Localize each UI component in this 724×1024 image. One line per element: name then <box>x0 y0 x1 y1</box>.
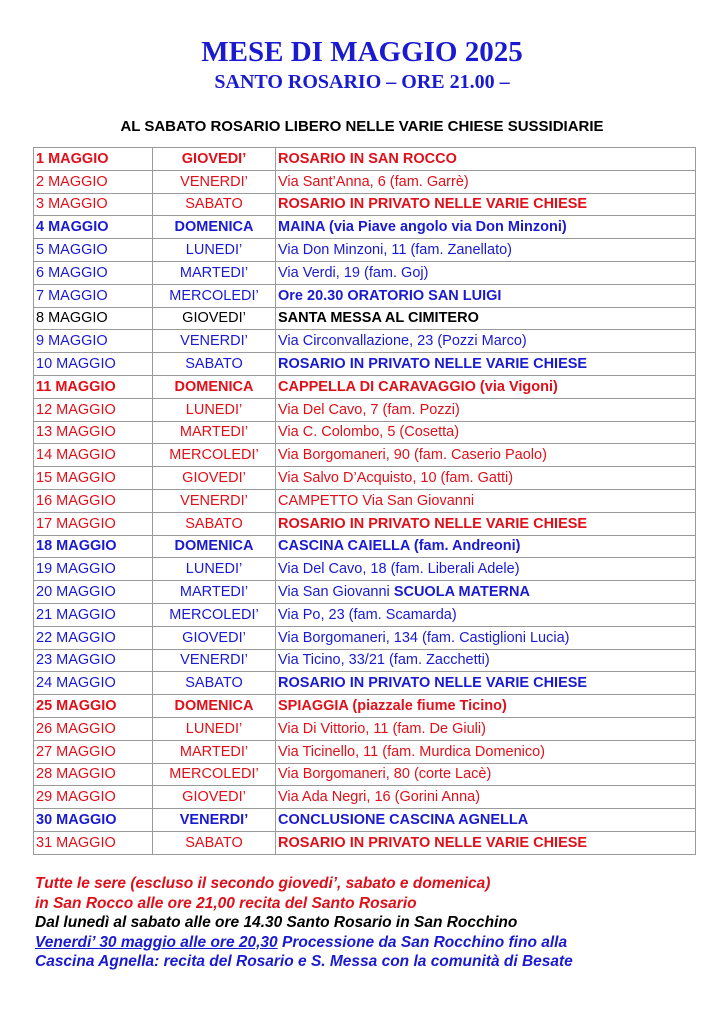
schedule-description-text: CONCLUSIONE CASCINA AGNELLA <box>278 812 529 828</box>
schedule-day: VENERDI’ <box>153 649 276 672</box>
schedule-row <box>34 307 696 330</box>
schedule-row <box>34 375 696 398</box>
note-line-evenings: Tutte le sere (escluso il secondo giovedi’, sabato e domenica) <box>35 875 491 892</box>
schedule-table <box>33 147 696 855</box>
schedule-day: LUNEDI’ <box>153 239 276 262</box>
schedule-row <box>34 216 696 239</box>
schedule-description-text: Via Borgomaneri, 90 (fam. Caserio Paolo) <box>278 447 547 464</box>
schedule-description-text: Via Ticino, 33/21 (fam. Zacchetti) <box>278 652 490 669</box>
schedule-day: MARTEDI’ <box>153 421 276 444</box>
schedule-description <box>276 216 696 239</box>
schedule-day: GIOVEDI’ <box>153 467 276 490</box>
schedule-description <box>276 148 696 171</box>
schedule-row <box>34 330 696 353</box>
schedule-description <box>276 489 696 512</box>
schedule-description <box>276 672 696 695</box>
schedule-description <box>276 353 696 376</box>
schedule-description-text: Via Sant’Anna, 6 (fam. Garrè) <box>278 173 469 190</box>
schedule-description <box>276 375 696 398</box>
schedule-day: VENERDI’ <box>153 330 276 353</box>
schedule-day: DOMENICA <box>153 695 276 718</box>
schedule-description-text: Via Salvo D’Acquisto, 10 (fam. Gatti) <box>278 470 514 487</box>
schedule-description <box>276 444 696 467</box>
schedule-row <box>34 170 696 193</box>
schedule-description-text: MAINA (via Piave angolo via Don Minzoni) <box>278 219 567 236</box>
schedule-row <box>34 626 696 649</box>
schedule-description <box>276 626 696 649</box>
schedule-description <box>276 763 696 786</box>
schedule-description <box>276 740 696 763</box>
schedule-day: SABATO <box>153 512 276 535</box>
schedule-date: 9 MAGGIO <box>34 330 153 353</box>
schedule-description <box>276 831 696 854</box>
schedule-row <box>34 695 696 718</box>
schedule-date: 13 MAGGIO <box>34 421 153 444</box>
schedule-day: MARTEDI’ <box>153 581 276 604</box>
schedule-day: VENERDI’ <box>153 489 276 512</box>
schedule-day: SABATO <box>153 672 276 695</box>
schedule-date: 14 MAGGIO <box>34 444 153 467</box>
notes-block <box>35 874 695 972</box>
schedule-row <box>34 717 696 740</box>
schedule-date: 22 MAGGIO <box>34 626 153 649</box>
schedule-description <box>276 581 696 604</box>
schedule-row <box>34 398 696 421</box>
schedule-row <box>34 581 696 604</box>
schedule-description <box>276 512 696 535</box>
schedule-description-text: Via San Giovanni <box>278 584 390 601</box>
schedule-day: SABATO <box>153 353 276 376</box>
schedule-description <box>276 809 696 832</box>
schedule-date: 17 MAGGIO <box>34 512 153 535</box>
schedule-description-text: ROSARIO IN PRIVATO NELLE VARIE CHIESE <box>278 834 588 851</box>
schedule-row <box>34 831 696 854</box>
schedule-row <box>34 148 696 171</box>
schedule-description-text: Via Verdi, 19 (fam. Goj) <box>278 264 429 281</box>
schedule-day: GIOVEDI’ <box>153 626 276 649</box>
schedule-date: 31 MAGGIO <box>34 831 153 854</box>
schedule-day: DOMENICA <box>153 535 276 558</box>
schedule-date: 1 MAGGIO <box>34 148 153 171</box>
schedule-date: 10 MAGGIO <box>34 353 153 376</box>
schedule-date: 7 MAGGIO <box>34 284 153 307</box>
schedule-description <box>276 421 696 444</box>
schedule-day: VENERDI’ <box>153 809 276 832</box>
schedule-description-text: Via Di Vittorio, 11 (fam. De Giuli) <box>278 720 486 737</box>
schedule-date: 2 MAGGIO <box>34 170 153 193</box>
schedule-description <box>276 261 696 284</box>
schedule-description-text: Via Ada Negri, 16 (Gorini Anna) <box>278 789 481 806</box>
schedule-description-text: CASCINA CAIELLA (fam. Andreoni) <box>278 538 521 555</box>
schedule-description <box>276 239 696 262</box>
schedule-description-text: ROSARIO IN PRIVATO NELLE VARIE CHIESE <box>278 356 588 373</box>
schedule-description <box>276 649 696 672</box>
schedule-day: LUNEDI’ <box>153 558 276 581</box>
schedule-date: 3 MAGGIO <box>34 193 153 216</box>
schedule-day: MERCOLEDI’ <box>153 603 276 626</box>
schedule-day: GIOVEDI’ <box>153 307 276 330</box>
schedule-description-text: Via Borgomaneri, 134 (fam. Castiglioni Lucia) <box>278 629 570 646</box>
schedule-day: SABATO <box>153 831 276 854</box>
schedule-row <box>34 421 696 444</box>
schedule-row <box>34 603 696 626</box>
schedule-row <box>34 353 696 376</box>
note-procession-date: Venerdi’ 30 maggio alle ore 20,30 <box>35 933 278 951</box>
schedule-date: 8 MAGGIO <box>34 307 153 330</box>
schedule-description-extra: SCUOLA MATERNA <box>393 584 530 601</box>
schedule-date: 4 MAGGIO <box>34 216 153 239</box>
schedule-description <box>276 330 696 353</box>
schedule-day: MERCOLEDI’ <box>153 763 276 786</box>
schedule-row <box>34 467 696 490</box>
schedule-date: 21 MAGGIO <box>34 603 153 626</box>
schedule-date: 27 MAGGIO <box>34 740 153 763</box>
schedule-description-text: Via Ticinello, 11 (fam. Murdica Domenico) <box>278 743 546 760</box>
note-line-san-rocco: in San Rocco alle ore 21,00 recita del Santo Rosario <box>35 894 417 912</box>
saturday-notice: AL SABATO ROSARIO LIBERO NELLE VARIE CHIESE SUSSIDIARIE <box>120 118 604 135</box>
schedule-row <box>34 444 696 467</box>
schedule-description-text: SPIAGGIA (piazzale fiume Ticino) <box>278 698 507 715</box>
schedule-day: LUNEDI’ <box>153 398 276 421</box>
schedule-description-text: Via Don Minzoni, 11 (fam. Zanellato) <box>278 242 512 259</box>
schedule-date: 12 MAGGIO <box>34 398 153 421</box>
schedule-description <box>276 535 696 558</box>
schedule-description <box>276 284 696 307</box>
note-line-san-rocchino: Dal lunedì al sabato alle ore 14.30 Santo Rosario in San Rocchino <box>35 914 518 931</box>
schedule-date: 19 MAGGIO <box>34 558 153 581</box>
schedule-day: MERCOLEDI’ <box>153 284 276 307</box>
schedule-date: 15 MAGGIO <box>34 467 153 490</box>
schedule-row <box>34 672 696 695</box>
schedule-day: LUNEDI’ <box>153 717 276 740</box>
schedule-description <box>276 558 696 581</box>
schedule-description-text: Via Circonvallazione, 23 (Pozzi Marco) <box>278 333 527 350</box>
schedule-description <box>276 398 696 421</box>
schedule-date: 18 MAGGIO <box>34 535 153 558</box>
schedule-row <box>34 558 696 581</box>
schedule-date: 16 MAGGIO <box>34 489 153 512</box>
schedule-row <box>34 261 696 284</box>
schedule-date: 20 MAGGIO <box>34 581 153 604</box>
schedule-description <box>276 786 696 809</box>
schedule-description <box>276 193 696 216</box>
schedule-day: DOMENICA <box>153 216 276 239</box>
schedule-body <box>34 148 696 855</box>
schedule-description <box>276 717 696 740</box>
schedule-row <box>34 284 696 307</box>
schedule-row <box>34 786 696 809</box>
page-title: MESE DI MAGGIO 2025 <box>201 36 523 68</box>
schedule-date: 24 MAGGIO <box>34 672 153 695</box>
schedule-description <box>276 170 696 193</box>
schedule-date: 6 MAGGIO <box>34 261 153 284</box>
schedule-description <box>276 307 696 330</box>
schedule-description-text: CAPPELLA DI CARAVAGGIO (via Vigoni) <box>278 378 558 395</box>
note-line-procession <box>35 933 695 953</box>
schedule-date: 11 MAGGIO <box>34 375 153 398</box>
note-procession-text: Processione da San Rocchino fino alla <box>277 933 568 951</box>
schedule-row <box>34 239 696 262</box>
schedule-description-text: Via C. Colombo, 5 (Cosetta) <box>278 424 460 441</box>
schedule-description-text: ROSARIO IN PRIVATO NELLE VARIE CHIESE <box>278 196 588 213</box>
schedule-description <box>276 467 696 490</box>
schedule-row <box>34 535 696 558</box>
schedule-description-text: Via Del Cavo, 7 (fam. Pozzi) <box>278 401 460 418</box>
schedule-day: MARTEDI’ <box>153 740 276 763</box>
schedule-description <box>276 603 696 626</box>
schedule-day: GIOVEDI’ <box>153 148 276 171</box>
schedule-description-text: ROSARIO IN PRIVATO NELLE VARIE CHIESE <box>278 675 588 692</box>
schedule-row <box>34 193 696 216</box>
schedule-row <box>34 512 696 535</box>
schedule-row <box>34 809 696 832</box>
schedule-description <box>276 695 696 718</box>
note-line-agnella: Cascina Agnella: recita del Rosario e S. Messa con la comunità di Besate <box>35 953 573 970</box>
schedule-description-text: CAMPETTO Via San Giovanni <box>278 492 475 509</box>
schedule-date: 28 MAGGIO <box>34 763 153 786</box>
schedule-description-text: SANTA MESSA AL CIMITERO <box>278 310 479 327</box>
schedule-description-text: Via Po, 23 (fam. Scamarda) <box>278 606 457 623</box>
schedule-row <box>34 649 696 672</box>
page-subtitle: SANTO ROSARIO – ORE 21.00 – <box>214 71 510 93</box>
schedule-description-text: Ore 20.30 ORATORIO SAN LUIGI <box>278 287 502 304</box>
schedule-day: VENERDI’ <box>153 170 276 193</box>
schedule-date: 25 MAGGIO <box>34 695 153 718</box>
schedule-date: 30 MAGGIO <box>34 809 153 832</box>
schedule-row <box>34 740 696 763</box>
schedule-day: DOMENICA <box>153 375 276 398</box>
schedule-day: MARTEDI’ <box>153 261 276 284</box>
schedule-description-text: Via Borgomaneri, 80 (corte Lacè) <box>278 766 492 783</box>
schedule-date: 29 MAGGIO <box>34 786 153 809</box>
schedule-row <box>34 763 696 786</box>
schedule-description-text: ROSARIO IN SAN ROCCO <box>278 150 457 167</box>
schedule-day: MERCOLEDI’ <box>153 444 276 467</box>
schedule-day: GIOVEDI’ <box>153 786 276 809</box>
schedule-description-text: ROSARIO IN PRIVATO NELLE VARIE CHIESE <box>278 515 588 532</box>
schedule-row <box>34 489 696 512</box>
schedule-date: 26 MAGGIO <box>34 717 153 740</box>
schedule-day: SABATO <box>153 193 276 216</box>
schedule-date: 5 MAGGIO <box>34 239 153 262</box>
schedule-date: 23 MAGGIO <box>34 649 153 672</box>
schedule-description-text: Via Del Cavo, 18 (fam. Liberali Adele) <box>278 561 520 578</box>
